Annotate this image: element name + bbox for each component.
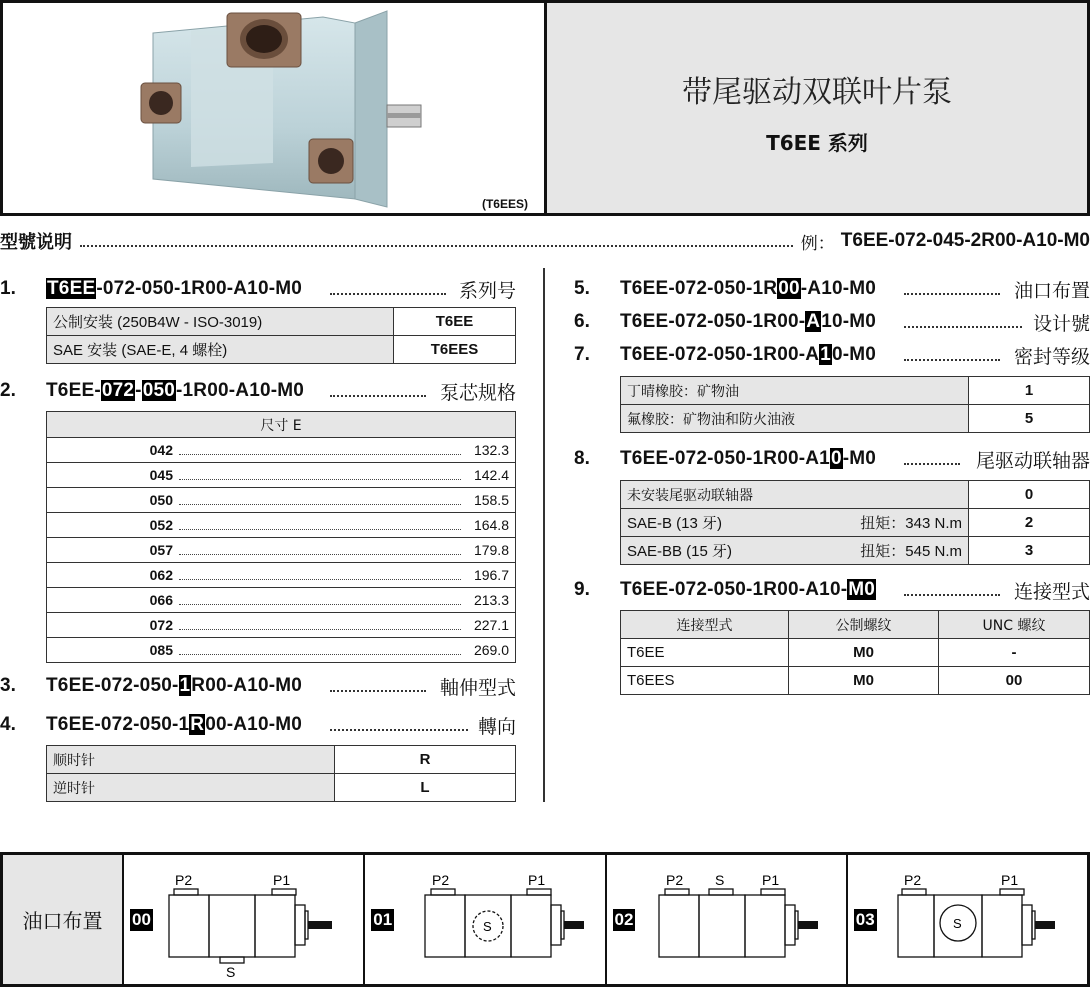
table-cell: T6EE	[621, 639, 789, 667]
table-row: 045 142.4	[47, 463, 516, 488]
item-description: 泵芯规格	[439, 381, 516, 404]
table-row	[47, 746, 516, 774]
port-diagram-03	[848, 855, 1088, 985]
item-code: T6EE-072-050-1R00-A10-M0	[620, 344, 877, 365]
leader-dots	[330, 729, 468, 731]
table-cell: SAE-B (13 牙) 扭矩：343 N.m	[621, 509, 969, 537]
example-prefix: 例：	[800, 233, 835, 254]
port-layout-00	[124, 855, 365, 984]
port-code: 00	[132, 910, 151, 929]
port-diagram-02	[607, 855, 847, 985]
port-code: 02	[614, 910, 634, 929]
port-diagram-00	[124, 855, 364, 985]
leader-dots	[330, 293, 446, 295]
item-code: T6EE-072-050-1R00-A10-M0	[620, 278, 877, 299]
leader-dots	[330, 395, 426, 397]
port-layout-bar	[0, 852, 1090, 987]
item-number: 3.	[0, 675, 16, 696]
table-row: 050 158.5	[47, 488, 516, 513]
item-tail-coupling	[574, 445, 1090, 473]
svg-text:P1: P1	[761, 872, 779, 888]
table-cell: T6EE	[394, 308, 516, 336]
table-cell: 逆时针	[47, 774, 335, 802]
table-header-row	[621, 611, 1090, 639]
item-number: 6.	[574, 311, 590, 332]
svg-text:P2: P2	[432, 872, 450, 888]
table-row	[621, 537, 1090, 565]
table-row: 072 227.1	[47, 613, 516, 638]
table-header: 公制螺纹	[789, 611, 939, 639]
leader-dots	[330, 690, 426, 692]
item-code: T6EE-072-050-1R00-A10-M0	[46, 380, 305, 401]
item-description: 连接型式	[1013, 580, 1090, 603]
leader-dots	[80, 245, 793, 247]
leader-dots	[904, 293, 1000, 295]
table-row	[621, 639, 1090, 667]
table-cell: 2	[969, 509, 1090, 537]
table-cell: SAE 安装 (SAE-E, 4 螺栓)	[47, 336, 394, 364]
page-subtitle: T6EE 系列	[766, 130, 868, 155]
leader-dots	[904, 594, 1000, 596]
svg-text:P2: P2	[903, 872, 921, 888]
table-header: 尺寸 E	[47, 412, 516, 438]
svg-text:S: S	[714, 872, 724, 888]
photo-caption: (T6EES)	[481, 197, 528, 211]
table-header-row	[47, 412, 516, 438]
leader-dots	[904, 463, 960, 465]
port-layout-03	[848, 855, 1087, 984]
table-row	[621, 377, 1090, 405]
table-row	[621, 481, 1090, 509]
title-panel	[547, 3, 1087, 213]
item-shaft-type	[0, 672, 516, 700]
item-code: T6EE-072-050-1R00-A10-M0	[46, 675, 303, 696]
table-cell: M0	[789, 667, 939, 695]
table-cell: 丁晴橡胶：矿物油	[621, 377, 969, 405]
table-cell: 未安装尾驱动联轴器	[621, 481, 969, 509]
header	[0, 0, 1090, 216]
table-cell: -	[939, 639, 1090, 667]
page-title: 带尾驱动双联叶片泵	[682, 74, 952, 110]
item-description: 系列号	[458, 279, 516, 302]
pump-image	[3, 3, 543, 213]
item-rotation	[0, 711, 516, 739]
item-connection-type	[574, 576, 1090, 604]
item-number: 2.	[0, 380, 16, 401]
table-cell: 0	[969, 481, 1090, 509]
svg-text:S: S	[226, 964, 236, 980]
table-row	[621, 405, 1090, 433]
table-cell: T6EES	[394, 336, 516, 364]
item-design-number	[574, 308, 1090, 336]
table-cell: L	[335, 774, 516, 802]
leader-dots	[904, 326, 1022, 328]
item-description: 尾驱动联轴器	[975, 449, 1090, 472]
table-cell: R	[335, 746, 516, 774]
item-number: 1.	[0, 278, 16, 299]
item-number: 4.	[0, 714, 16, 735]
column-divider	[543, 268, 545, 802]
item-number: 8.	[574, 448, 590, 469]
port-layout-label: 油口布置	[3, 855, 124, 984]
table-cell: SAE-BB (15 牙) 扭矩：545 N.m	[621, 537, 969, 565]
table-row	[621, 667, 1090, 695]
model-code-explanation	[0, 226, 1090, 256]
item-number: 5.	[574, 278, 590, 299]
table-cell: 公制安装 (250B4W - ISO-3019)	[47, 308, 394, 336]
svg-text:P2: P2	[175, 872, 193, 888]
item-description: 设计號	[1032, 312, 1090, 335]
table-header: UNC 螺纹	[939, 611, 1090, 639]
svg-text:P2: P2	[665, 872, 683, 888]
coupling-table	[620, 480, 1090, 565]
model-label: 型號说明	[0, 232, 72, 253]
table-row: 042 132.3	[47, 438, 516, 463]
table-cell: T6EES	[621, 667, 789, 695]
table-row: 085 269.0	[47, 638, 516, 663]
item-number: 9.	[574, 579, 590, 600]
product-photo	[3, 3, 547, 213]
connection-table	[620, 610, 1090, 695]
item-number: 7.	[574, 344, 590, 365]
item-description: 轉向	[477, 715, 516, 738]
svg-text:S: S	[952, 916, 962, 931]
table-cell: 00	[939, 667, 1090, 695]
port-layout-02	[607, 855, 848, 984]
port-layout-01	[365, 855, 606, 984]
table-cell: M0	[789, 639, 939, 667]
table-cell: 5	[969, 405, 1090, 433]
seal-table	[620, 376, 1090, 433]
item-description: 軸伸型式	[439, 676, 516, 699]
example-code: T6EE-072-045-2R00-A10-M0	[840, 230, 1090, 251]
item-code: T6EE-072-050-1R00-A10-M0	[620, 579, 876, 600]
item-code: T6EE-072-050-1R00-A10-M0	[620, 311, 877, 332]
table-header: 连接型式	[621, 611, 789, 639]
item-description: 油口布置	[1013, 279, 1090, 302]
item-description: 密封等级	[1013, 345, 1090, 368]
port-code: 03	[855, 910, 875, 929]
item-cartridge-size	[0, 377, 516, 405]
item-seal-class	[574, 341, 1090, 369]
svg-text:P1: P1	[1000, 872, 1018, 888]
port-code: 01	[373, 910, 393, 929]
port-diagram-01	[365, 855, 605, 985]
svg-text:S: S	[483, 919, 492, 934]
rotation-table	[46, 745, 516, 802]
item-code: T6EE-072-050-1R00-A10-M0	[620, 448, 877, 469]
svg-text:P1: P1	[528, 872, 546, 888]
leader-dots	[904, 359, 1000, 361]
series-table	[46, 307, 516, 364]
item-code: T6EE-072-050-1R00-A10-M0	[46, 714, 303, 735]
table-row: 052 164.8	[47, 513, 516, 538]
table-row	[47, 774, 516, 802]
item-series	[0, 275, 516, 303]
table-row	[621, 509, 1090, 537]
table-cell: 1	[969, 377, 1090, 405]
table-row	[47, 308, 516, 336]
svg-text:P1: P1	[273, 872, 291, 888]
table-cell: 顺时针	[47, 746, 335, 774]
table-cell: 氟橡胶：矿物油和防火油液	[621, 405, 969, 433]
item-code: T6EE-072-050-1R00-A10-M0	[47, 278, 303, 299]
table-row	[47, 336, 516, 364]
table-row: 062 196.7	[47, 563, 516, 588]
table-row: 057 179.8	[47, 538, 516, 563]
item-port-layout	[574, 275, 1090, 303]
table-row: 066 213.3	[47, 588, 516, 613]
size-table	[46, 411, 516, 663]
table-cell: 3	[969, 537, 1090, 565]
